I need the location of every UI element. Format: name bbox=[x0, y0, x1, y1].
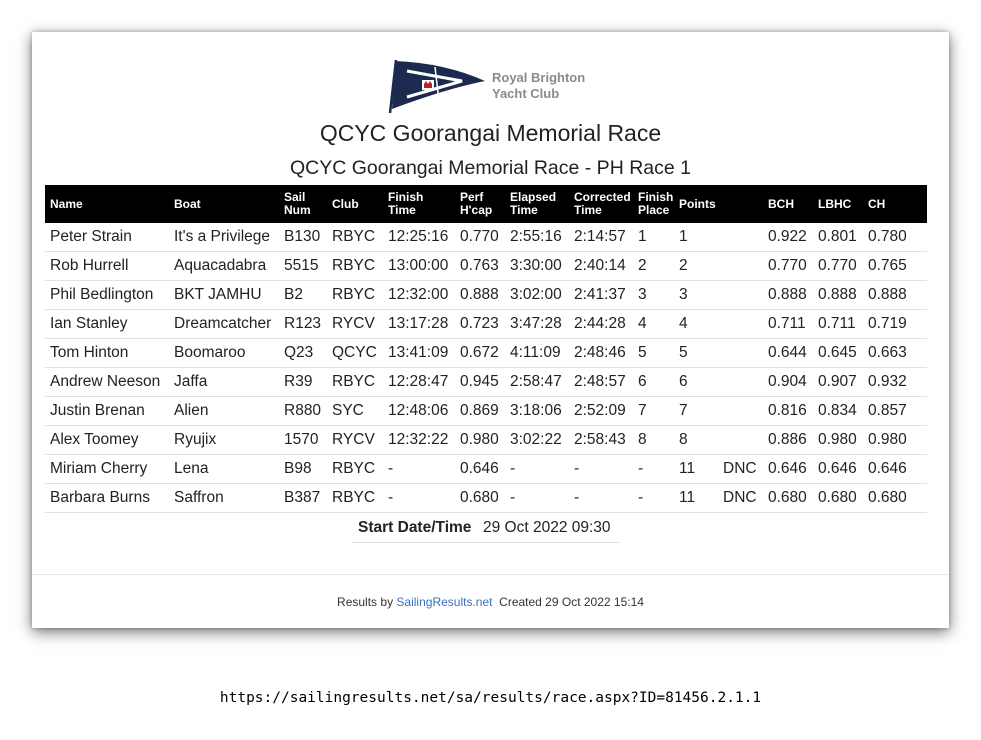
table-cell: 4 bbox=[674, 310, 718, 339]
table-cell: 0.711 bbox=[813, 310, 863, 339]
table-cell: R39 bbox=[279, 368, 327, 397]
table-cell: - bbox=[383, 484, 455, 513]
column-header-line1: Finish bbox=[638, 190, 674, 204]
table-cell: B98 bbox=[279, 455, 327, 484]
table-cell: Lena bbox=[169, 455, 279, 484]
column-header-line2: Num bbox=[284, 203, 311, 217]
table-cell: 0.801 bbox=[813, 223, 863, 252]
table-row bbox=[45, 310, 927, 339]
column-header-line1: BCH bbox=[768, 196, 794, 211]
table-cell: 12:32:00 bbox=[383, 281, 455, 310]
table-cell: 2:48:57 bbox=[569, 368, 633, 397]
table-cell: Q23 bbox=[279, 339, 327, 368]
table-cell: 12:48:06 bbox=[383, 397, 455, 426]
table-cell: It's a Privilege bbox=[169, 223, 279, 252]
table-cell: 13:41:09 bbox=[383, 339, 455, 368]
column-header-line2: Time bbox=[388, 203, 416, 217]
table-cell: 1 bbox=[674, 223, 718, 252]
table-cell: 5 bbox=[633, 339, 674, 368]
table-cell: Saffron bbox=[169, 484, 279, 513]
table-cell: 5515 bbox=[279, 252, 327, 281]
column-header-line1: Sail bbox=[284, 190, 306, 204]
table-cell: 0.888 bbox=[813, 281, 863, 310]
column-header-line2: Time bbox=[510, 203, 538, 217]
column-header bbox=[813, 185, 863, 223]
column-header bbox=[169, 185, 279, 223]
footer-created: Created 29 Oct 2022 15:14 bbox=[499, 595, 644, 609]
table-cell: B2 bbox=[279, 281, 327, 310]
table-cell: - bbox=[633, 455, 674, 484]
table-cell: RBYC bbox=[327, 252, 383, 281]
column-header-line1: Name bbox=[50, 196, 83, 211]
table-cell: 4 bbox=[633, 310, 674, 339]
table-cell: 2:58:43 bbox=[569, 426, 633, 455]
table-cell: 0.980 bbox=[455, 426, 505, 455]
page-url: https://sailingresults.net/sa/results/race.aspx?ID=81456.2.1.1 bbox=[219, 690, 762, 706]
table-cell: RYCV bbox=[327, 310, 383, 339]
results-body bbox=[45, 223, 927, 513]
column-header-line2: Time bbox=[574, 203, 602, 217]
table-cell: 3:18:06 bbox=[505, 397, 569, 426]
table-cell: 6 bbox=[674, 368, 718, 397]
table-cell: - bbox=[383, 455, 455, 484]
table-cell bbox=[718, 310, 763, 339]
column-header-line1: Finish bbox=[388, 190, 424, 204]
column-header bbox=[863, 185, 927, 223]
table-cell: Alien bbox=[169, 397, 279, 426]
table-cell: 3:02:00 bbox=[505, 281, 569, 310]
column-header-line2: H'cap bbox=[460, 203, 493, 217]
table-cell: Peter Strain bbox=[45, 223, 169, 252]
column-header bbox=[633, 185, 674, 223]
table-cell: RBYC bbox=[327, 281, 383, 310]
table-cell: - bbox=[569, 484, 633, 513]
table-cell: 0.888 bbox=[863, 281, 927, 310]
table-cell: 7 bbox=[633, 397, 674, 426]
table-row bbox=[45, 339, 927, 368]
table-cell: 0.816 bbox=[763, 397, 813, 426]
table-cell bbox=[718, 368, 763, 397]
column-header-line1: Elapsed bbox=[510, 190, 557, 204]
column-header-line1: LBHC bbox=[818, 196, 852, 211]
table-cell bbox=[718, 339, 763, 368]
table-cell: 0.765 bbox=[863, 252, 927, 281]
table-cell: Alex Toomey bbox=[45, 426, 169, 455]
table-cell: Aquacadabra bbox=[169, 252, 279, 281]
column-header-line1: Club bbox=[332, 196, 359, 211]
table-cell: 2:48:46 bbox=[569, 339, 633, 368]
page-title: QCYC Goorangai Memorial Race bbox=[319, 120, 662, 146]
table-cell: RYCV bbox=[327, 426, 383, 455]
table-cell: 13:17:28 bbox=[383, 310, 455, 339]
results-table bbox=[45, 185, 927, 513]
table-cell: - bbox=[569, 455, 633, 484]
table-cell: 12:28:47 bbox=[383, 368, 455, 397]
table-cell: 0.646 bbox=[455, 455, 505, 484]
table-cell: RBYC bbox=[327, 484, 383, 513]
column-header bbox=[455, 185, 505, 223]
table-cell: - bbox=[505, 484, 569, 513]
club-name-line2: Yacht Club bbox=[492, 86, 560, 101]
table-row bbox=[45, 397, 927, 426]
table-cell bbox=[718, 223, 763, 252]
table-cell: B130 bbox=[279, 223, 327, 252]
column-header-line2: Place bbox=[638, 203, 670, 217]
table-cell: 0.888 bbox=[763, 281, 813, 310]
table-cell: 0.980 bbox=[813, 426, 863, 455]
table-cell: 1 bbox=[633, 223, 674, 252]
column-header bbox=[279, 185, 327, 223]
table-cell: 0.719 bbox=[863, 310, 927, 339]
table-row bbox=[45, 455, 927, 484]
column-header-line1: Perf bbox=[460, 190, 484, 204]
table-cell: 2 bbox=[633, 252, 674, 281]
table-cell: BKT JAMHU bbox=[169, 281, 279, 310]
table-cell: 0.907 bbox=[813, 368, 863, 397]
table-header-row bbox=[45, 185, 927, 223]
table-cell: 3:47:28 bbox=[505, 310, 569, 339]
table-cell: - bbox=[633, 484, 674, 513]
table-row bbox=[45, 484, 927, 513]
table-cell: 0.723 bbox=[455, 310, 505, 339]
table-cell: Dreamcatcher bbox=[169, 310, 279, 339]
table-cell: 2 bbox=[674, 252, 718, 281]
table-cell: 0.932 bbox=[863, 368, 927, 397]
results-card bbox=[32, 32, 949, 628]
table-row bbox=[45, 368, 927, 397]
table-cell: 0.886 bbox=[763, 426, 813, 455]
table-cell: - bbox=[505, 455, 569, 484]
table-cell: 0.680 bbox=[863, 484, 927, 513]
table-cell: 2:44:28 bbox=[569, 310, 633, 339]
table-cell: 0.770 bbox=[813, 252, 863, 281]
table-cell: Ian Stanley bbox=[45, 310, 169, 339]
table-cell: 0.904 bbox=[763, 368, 813, 397]
column-header bbox=[45, 185, 169, 223]
table-cell: 0.888 bbox=[455, 281, 505, 310]
table-cell: 0.672 bbox=[455, 339, 505, 368]
table-cell: 0.869 bbox=[455, 397, 505, 426]
table-cell: Ryujix bbox=[169, 426, 279, 455]
column-header bbox=[505, 185, 569, 223]
table-cell: 0.834 bbox=[813, 397, 863, 426]
table-cell: 4:11:09 bbox=[505, 339, 569, 368]
table-cell: 2:40:14 bbox=[569, 252, 633, 281]
table-cell: 3 bbox=[674, 281, 718, 310]
table-cell: 0.980 bbox=[863, 426, 927, 455]
column-header bbox=[383, 185, 455, 223]
column-header-line1: CH bbox=[868, 196, 886, 211]
table-cell: 0.646 bbox=[813, 455, 863, 484]
table-cell: QCYC bbox=[327, 339, 383, 368]
table-cell: 0.770 bbox=[763, 252, 813, 281]
start-date-row bbox=[352, 514, 620, 543]
table-cell: Phil Bedlington bbox=[45, 281, 169, 310]
club-logo bbox=[387, 57, 627, 115]
table-cell: 0.645 bbox=[813, 339, 863, 368]
table-cell: 3:02:22 bbox=[505, 426, 569, 455]
column-header bbox=[674, 185, 718, 223]
table-cell: 5 bbox=[674, 339, 718, 368]
table-cell: 2:55:16 bbox=[505, 223, 569, 252]
column-header bbox=[327, 185, 383, 223]
table-cell: 0.770 bbox=[455, 223, 505, 252]
table-cell bbox=[718, 252, 763, 281]
table-cell bbox=[718, 281, 763, 310]
race-subtitle: QCYC Goorangai Memorial Race - PH Race 1 bbox=[290, 157, 691, 179]
table-cell: Boomaroo bbox=[169, 339, 279, 368]
table-cell: 0.945 bbox=[455, 368, 505, 397]
table-cell: 12:25:16 bbox=[383, 223, 455, 252]
table-cell: Jaffa bbox=[169, 368, 279, 397]
table-cell: 13:00:00 bbox=[383, 252, 455, 281]
table-cell: 11 bbox=[674, 455, 718, 484]
table-cell: Justin Brenan bbox=[45, 397, 169, 426]
table-cell: 2:52:09 bbox=[569, 397, 633, 426]
footer-divider bbox=[32, 574, 949, 575]
table-cell: 0.680 bbox=[763, 484, 813, 513]
column-header bbox=[569, 185, 633, 223]
table-cell: R123 bbox=[279, 310, 327, 339]
table-row bbox=[45, 281, 927, 310]
table-cell: B387 bbox=[279, 484, 327, 513]
table-cell: 0.646 bbox=[763, 455, 813, 484]
sailingresults-link[interactable]: SailingResults.net bbox=[396, 595, 493, 609]
table-cell: 2:14:57 bbox=[569, 223, 633, 252]
table-cell: RBYC bbox=[327, 368, 383, 397]
table-cell: 6 bbox=[633, 368, 674, 397]
table-cell: 0.646 bbox=[863, 455, 927, 484]
column-header-line1: Boat bbox=[174, 196, 201, 211]
table-cell bbox=[718, 426, 763, 455]
table-cell: 0.644 bbox=[763, 339, 813, 368]
table-cell: 0.857 bbox=[863, 397, 927, 426]
table-cell: 3:30:00 bbox=[505, 252, 569, 281]
table-cell: 0.680 bbox=[813, 484, 863, 513]
table-cell: 12:32:22 bbox=[383, 426, 455, 455]
table-cell: Rob Hurrell bbox=[45, 252, 169, 281]
table-cell: DNC bbox=[718, 484, 763, 513]
table-cell: 0.763 bbox=[455, 252, 505, 281]
column-header bbox=[763, 185, 813, 223]
column-header-line1: Points bbox=[679, 196, 716, 211]
club-name-line1: Royal Brighton bbox=[492, 70, 586, 85]
start-date-label: Start Date/Time bbox=[358, 519, 472, 536]
table-cell: 2:58:47 bbox=[505, 368, 569, 397]
footer bbox=[32, 595, 949, 609]
table-cell: 0.711 bbox=[763, 310, 813, 339]
footer-prefix: Results by bbox=[337, 595, 394, 609]
column-header-line1: Corrected bbox=[574, 190, 631, 204]
table-cell: Miriam Cherry bbox=[45, 455, 169, 484]
burgee-flag-icon bbox=[387, 57, 487, 115]
table-cell: 8 bbox=[633, 426, 674, 455]
table-cell: 0.663 bbox=[863, 339, 927, 368]
table-cell: Barbara Burns bbox=[45, 484, 169, 513]
table-cell: 3 bbox=[633, 281, 674, 310]
table-cell: SYC bbox=[327, 397, 383, 426]
table-cell: R880 bbox=[279, 397, 327, 426]
table-row bbox=[45, 223, 927, 252]
table-cell: 2:41:37 bbox=[569, 281, 633, 310]
table-cell: 0.780 bbox=[863, 223, 927, 252]
table-cell: 11 bbox=[674, 484, 718, 513]
table-cell: 0.922 bbox=[763, 223, 813, 252]
table-row bbox=[45, 252, 927, 281]
table-cell: 8 bbox=[674, 426, 718, 455]
start-date-value: 29 Oct 2022 09:30 bbox=[483, 519, 611, 536]
table-cell: 1570 bbox=[279, 426, 327, 455]
table-cell: 0.680 bbox=[455, 484, 505, 513]
table-cell: RBYC bbox=[327, 455, 383, 484]
table-row bbox=[45, 426, 927, 455]
table-cell: DNC bbox=[718, 455, 763, 484]
table-cell: 7 bbox=[674, 397, 718, 426]
column-header bbox=[718, 185, 763, 223]
table-cell: Tom Hinton bbox=[45, 339, 169, 368]
table-cell: Andrew Neeson bbox=[45, 368, 169, 397]
table-cell bbox=[718, 397, 763, 426]
table-cell: RBYC bbox=[327, 223, 383, 252]
